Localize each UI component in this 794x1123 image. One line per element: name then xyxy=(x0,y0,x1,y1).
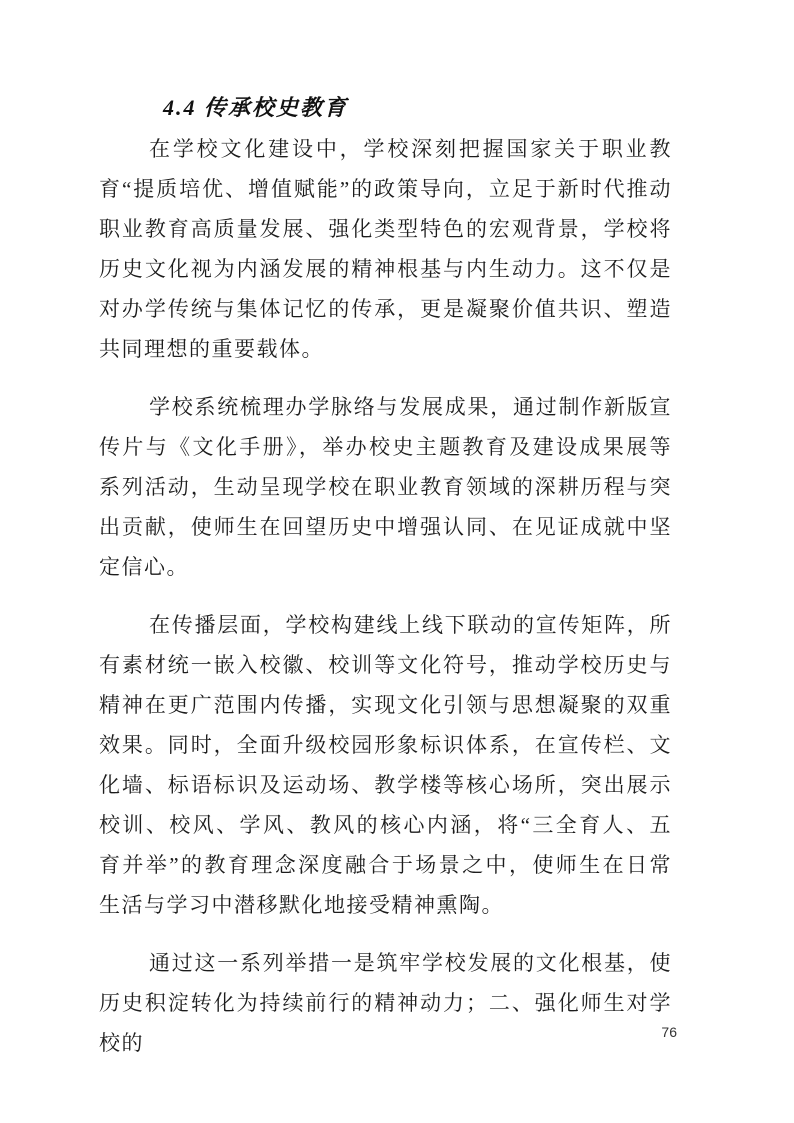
paragraph-1: 在学校文化建设中，学校深刻把握国家关于职业教育“提质培优、增值赋能”的政策导向，立足于新时代推动职业教育高质量发展、强化类型特色的宏观背景，学校将历史文化视为内涵发展的精神根基与内生动力。这不仅是对办学传统与集体记忆的传承，更是凝聚价值共识、塑造共同理想的重要载体。 xyxy=(99,137,672,361)
paragraph-4: 通过这一系列举措一是筑牢学校发展的文化根基，使历史积淀转化为持续前行的精神动力；二、强化师生对学校的 xyxy=(99,951,672,1055)
page-content xyxy=(99,95,672,1081)
paragraph-2: 学校系统梳理办学脉络与发展成果，通过制作新版宣传片与《文化手册》，举办校史主题教育及建设成果展等系列活动，生动呈现学校在职业教育领域的深耕历程与突出贡献，使师生在回望历史中增强认同、在见证成就中坚定信心。 xyxy=(99,395,672,579)
paragraph-3: 在传播层面，学校构建线上线下联动的宣传矩阵，所有素材统一嵌入校徽、校训等文化符号，推动学校历史与精神在更广范围内传播，实现文化引领与思想凝聚的双重效果。同时，全面升级校园形象标识体系，在宣传栏、文化墙、标语标识及运动场、教学楼等核心场所，突出展示校训、校风、学风、教风的核心内涵，将“三全育人、五育并举”的教育理念深度融合于场景之中，使师生在日常生活与学习中潜移默化地接受精神熏陶。 xyxy=(99,613,672,917)
page-number: 76 xyxy=(661,1024,677,1040)
section-heading: 4.4 传承校史教育 xyxy=(163,95,349,120)
